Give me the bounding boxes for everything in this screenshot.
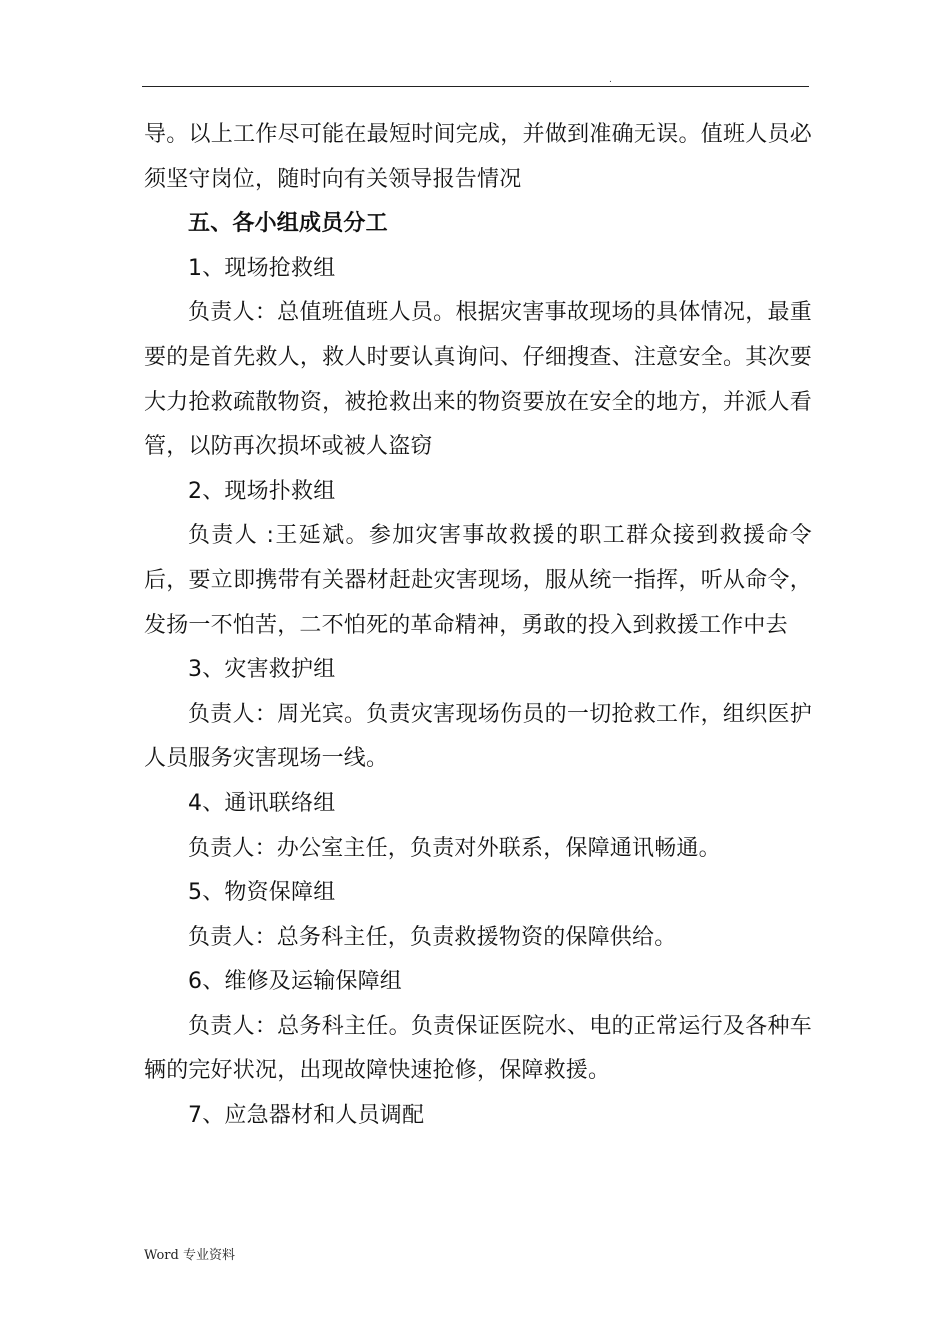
section-heading: 五、各小组成员分工 [188, 211, 388, 237]
group-1-title: 1、现场抢救组 [188, 255, 336, 281]
document-body [144, 113, 812, 1139]
paragraph-continuation: 导。以上工作尽可能在最短时间完成，并做到准确无误。值班人员必须坚守岗位，随时向有关领导报告情况 [144, 122, 812, 192]
group-4-title: 4、通讯联络组 [188, 790, 336, 816]
header-rule [142, 86, 809, 87]
group-7-title: 7、应急器材和人员调配 [188, 1103, 425, 1129]
group-2-text: 负责人 :王延斌。参加灾害事故救援的职工群众接到救援命令后，要立即携带有关器材赶赴灾害现场，服从统一指挥，听从命令，发扬一不怕苦，二不怕死的革命精神，勇敢的投入到救援工作中去 [144, 523, 812, 638]
header-dot: . [609, 75, 612, 85]
group-5-text: 负责人：总务科主任，负责救援物资的保障供给。 [188, 924, 677, 950]
group-4-text: 负责人：办公室主任，负责对外联系，保障通讯畅通。 [188, 835, 721, 861]
group-6-title: 6、维修及运输保障组 [188, 969, 402, 995]
group-1-text: 负责人：总值班值班人员。根据灾害事故现场的具体情况，最重要的是首先救人，救人时要认真询问、仔细搜查、注意安全。其次要大力抢救疏散物资，被抢救出来的物资要放在安全的地方，并派人看管，以防再次损坏或被人盗窃 [144, 300, 812, 460]
page-footer: Word 专业资料 [144, 1248, 235, 1263]
group-3-text: 负责人：周光宾。负责灾害现场伤员的一切抢救工作，组织医护人员服务灾害现场一线。 [144, 701, 812, 772]
group-2-title: 2、现场扑救组 [188, 478, 336, 504]
group-3-title: 3、灾害救护组 [188, 657, 336, 683]
group-6-text: 负责人：总务科主任。负责保证医院水、电的正常运行及各种车辆的完好状况，出现故障快速抢修，保障救援。 [144, 1013, 812, 1084]
group-5-title: 5、物资保障组 [188, 880, 336, 906]
